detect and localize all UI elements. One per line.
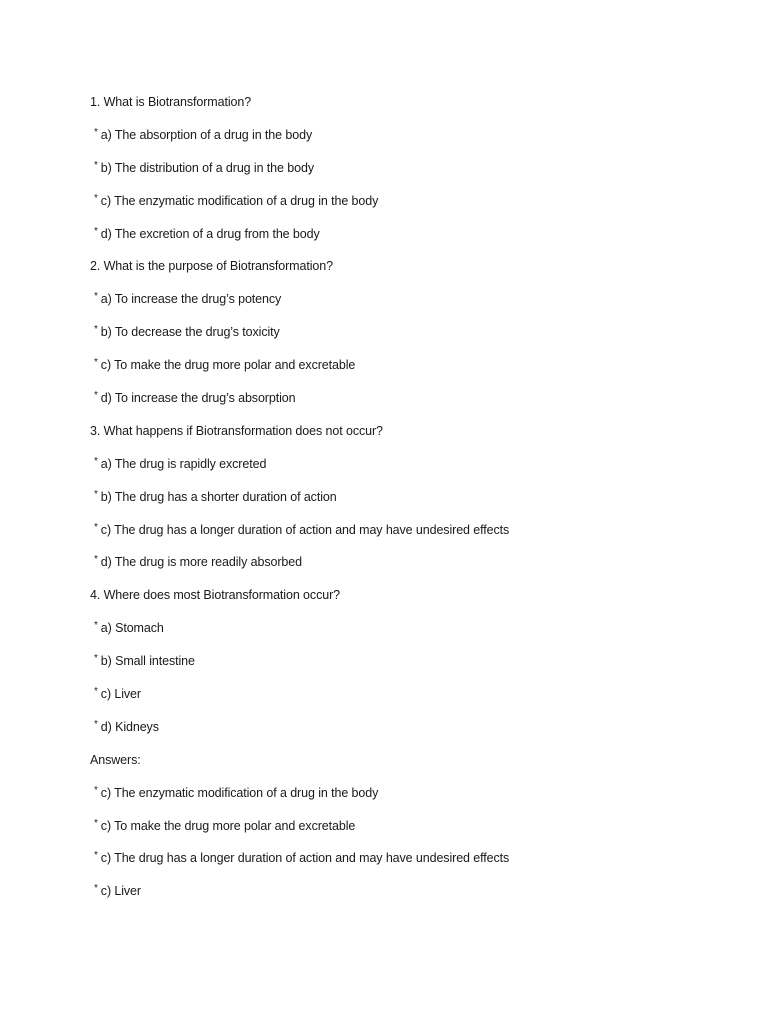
answer-4 [90, 881, 730, 914]
answer-1 [90, 783, 730, 816]
option-1c [90, 191, 730, 224]
option-2b [90, 322, 730, 355]
bullet: * [94, 784, 98, 796]
option-text: c) Liver [100, 687, 141, 702]
option-1a [90, 125, 730, 158]
document-page [90, 92, 730, 914]
option-4b [90, 651, 730, 684]
bullet: * [94, 126, 98, 138]
option-2d [90, 388, 730, 421]
bullet: * [94, 686, 98, 698]
option-4a [90, 618, 730, 651]
bullet: * [94, 225, 98, 237]
option-text: a) To increase the drug’s potency [100, 292, 282, 307]
option-text: a) The drug is rapidly excreted [100, 456, 267, 471]
answer-text: c) The drug has a longer duration of action and may have undesired effects [100, 851, 510, 866]
option-text: d) To increase the drug’s absorption [100, 391, 296, 406]
bullet: * [94, 324, 98, 336]
bullet: * [94, 850, 98, 862]
option-3d [90, 552, 730, 585]
option-text: b) Small intestine [100, 654, 195, 669]
option-text: a) Stomach [100, 621, 164, 636]
option-2c [90, 355, 730, 388]
answer-text: c) Liver [100, 884, 141, 899]
bullet: * [94, 554, 98, 566]
bullet: * [94, 390, 98, 402]
bullet: * [94, 488, 98, 500]
option-2a [90, 289, 730, 322]
option-text: c) The enzymatic modification of a drug in the body [100, 193, 379, 208]
answer-text: c) To make the drug more polar and excretable [100, 818, 356, 833]
option-text: c) To make the drug more polar and excretable [100, 358, 356, 373]
answers-heading: Answers: [90, 752, 141, 767]
question-3: 3. What happens if Biotransformation does not occur? [90, 423, 383, 438]
answer-text: c) The enzymatic modification of a drug in the body [100, 785, 379, 800]
option-3c [90, 520, 730, 553]
question-2: 2. What is the purpose of Biotransformation? [90, 259, 333, 274]
option-4d [90, 717, 730, 750]
option-3a [90, 454, 730, 487]
question-1: 1. What is Biotransformation? [90, 95, 252, 109]
bullet: * [94, 291, 98, 303]
bullet: * [94, 521, 98, 533]
bullet: * [94, 620, 98, 632]
option-1b [90, 158, 730, 191]
bullet: * [94, 653, 98, 665]
bullet: * [94, 883, 98, 895]
option-text: b) To decrease the drug’s toxicity [100, 325, 280, 340]
option-text: b) The drug has a shorter duration of action [100, 489, 337, 504]
option-4c [90, 684, 730, 717]
option-text: d) The excretion of a drug from the body [100, 226, 320, 241]
option-3b [90, 487, 730, 520]
answer-2 [90, 816, 730, 849]
bullet: * [94, 718, 98, 730]
question-4: 4. Where does most Biotransformation occur? [90, 588, 340, 603]
option-text: a) The absorption of a drug in the body [100, 127, 313, 142]
option-text: d) The drug is more readily absorbed [100, 555, 302, 570]
bullet: * [94, 192, 98, 204]
bullet: * [94, 817, 98, 829]
option-text: b) The distribution of a drug in the body [100, 160, 314, 175]
bullet: * [94, 357, 98, 369]
option-text: d) Kidneys [100, 719, 159, 734]
bullet: * [94, 159, 98, 171]
bullet: * [94, 455, 98, 467]
option-text: c) The drug has a longer duration of action and may have undesired effects [100, 522, 510, 537]
answer-3 [90, 848, 730, 881]
option-1d [90, 224, 730, 257]
